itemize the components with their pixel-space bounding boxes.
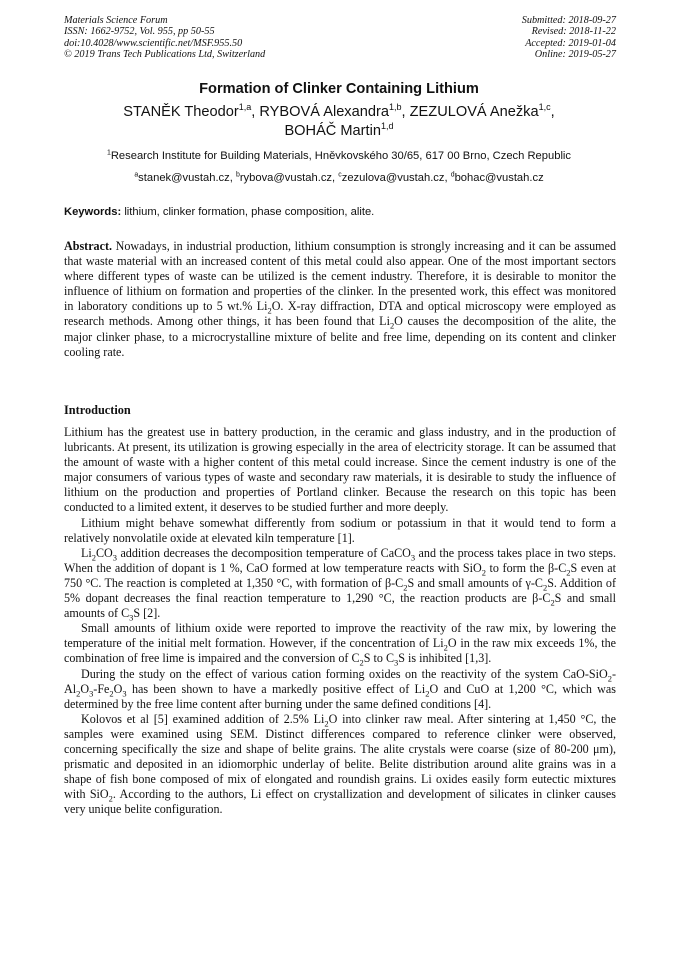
abstract-text: Nowadays, in industrial production, lithium consumption is strongly increasing and it can be assumed that waste material with an increased content of this metal could also appear. One of the most important sectors where different types of waste can be utilized is the cement industry. Therefore, it is desirable to monitor the influence of lithium on formation and properties of the clinker. In the presented work, this effect was monitored in laboratory conditions up to 5 wt.% $Li_2O$. X-ray diffraction, DTA and optical microscopy were employed as research methods. Among other things, it has been found that $Li_2O$ causes the decomposition of the alite, the major clinker phase, to a microcrystalline mixture of belite and free lime, depending on its content and clinker cooling rate. — [64, 239, 616, 359]
email: $^a$stanek@vustah.cz, — [134, 171, 236, 184]
journal-name: Materials Science Forum — [64, 15, 168, 26]
paper-title: Formation of Clinker Containing Lithium — [199, 81, 479, 97]
author: RYBOVÁ Alexandra$^{1,b}$, — [259, 102, 410, 120]
paragraph: Kolovos et al [5] examined addition of 2.5% $Li_2O$ into clinker raw meal. After sintering at 1,450 °C, the samples were examined using SEM. Distinct differences compared to reference clinker were observed, concerning specifically the size and shape of belite grains. The alite crystals were coarse (size of 80-200 μm), prismatic and deposited in an idiomorphic underlay of belite. Belite distribution around alite grains was in a shape of fish bone composed of mix of elongated and roundish grains. Li oxides easily form eutectic mixtures with SiO$_2$. According to the authors, Li effect on crystallization and development of silicates in clinker causes very unique belite configuration. — [64, 711, 616, 817]
accepted-date: Accepted: 2019-01-04 — [525, 37, 616, 49]
revised-date: Revised: 2018-11-22 — [531, 26, 616, 38]
author: ZEZULOVÁ Anežka$^{1,c}$, — [409, 102, 555, 120]
section-heading-introduction: Introduction — [64, 403, 131, 417]
paragraph: Small amounts of lithium oxide were reported to improve the reactivity of the raw mix, by lowering the temperature of the initial melt formation. However, if the concentration of $Li_2O$ in the raw mix exceeds 1%, the combination of free lime is impaired and the conversion of $C_2S$ to $C_3S$ is inhibited [1,3]. — [64, 621, 617, 668]
doi: doi:10.4028/www.scientific.net/MSF.955.50 — [64, 37, 243, 49]
email: $^d$bohac@vustah.cz — [450, 171, 544, 184]
abstract — [64, 239, 616, 360]
paragraph: Lithium might behave somewhat differently from sodium or potassium in that it would tend to form a relatively nonvolatile oxide at elevated kiln temperature [1]. — [64, 515, 616, 545]
author-list — [40, 103, 638, 141]
introduction-body — [64, 425, 616, 817]
header-right — [522, 15, 616, 60]
keywords — [64, 206, 616, 218]
paragraph: $Li_2CO_3$ addition decreases the decomposition temperature of CaCO$_3$ and the process takes place in two steps. When the addition of dopant is 1 %, CaO formed at low temperature reacts with SiO$_2$ to form the $\beta-C_2S$ even at 750 °C. The reaction is completed at 1,350 °C, with formation of $\beta-C_2S$ and small amounts of $\gamma-C_2S$. Addition of 5% dopant decreases the final reaction temperature to 1,290 °C, the reaction products are $\beta-C_2S$ and small amounts of $C_3S$ [2]. — [64, 545, 617, 623]
email: $^b$rybova@vustah.cz, — [235, 171, 339, 184]
abstract-label: Abstract. — [64, 239, 113, 253]
keywords-label: Keywords: — [64, 206, 122, 218]
copyright: © 2019 Trans Tech Publications Ltd, Switzerland — [64, 48, 266, 60]
email-list — [40, 172, 638, 184]
header-left — [64, 15, 265, 60]
paragraph: During the study on the effect of various cation forming oxides on the reactivity of the system CaO-$SiO_2-Al_2O_3-Fe_2O_3$ has been shown to have a markedly positive effect of $Li_2O$ and CuO at 1,200 °C, which was determined by the free lime content after burning under the same defined conditions [4]. — [64, 666, 616, 711]
issn: ISSN: 1662-9752, Vol. 955, pp 50-55 — [64, 26, 215, 38]
keywords-text: lithium, clinker formation, phase composition, alite. — [124, 206, 375, 218]
paragraph: Lithium has the greatest use in battery production, in the ceramic and glass industry, and in the production of lubricants. At present, its utilization is growing especially in the area of electricity storage. It can be assumed that the amount of waste with a higher content of this metal could increase. Since the cement industry is one of the major consumers of various types of waste and secondary raw materials, it is desirable to study the influence of lithium on the production and properties of Portland clinker. Because the research on this topic has been conducted to a limited extent, it deserves to be studied further and more deeply. — [64, 425, 616, 515]
author: BOHÁČ Martin$^{1,d}$ — [284, 121, 394, 139]
author: STANĚK Theodor$^{1,a}$, — [123, 102, 260, 120]
affiliation: $^1$Research Institute for Building Materials, Hněvkovského 30/65, 617 00 Brno, Czech Republic — [106, 149, 572, 162]
submitted-date: Submitted: 2018-09-27 — [521, 15, 616, 26]
online-date: Online: 2019-05-27 — [534, 48, 616, 60]
email: $^c$zezulova@vustah.cz, — [338, 171, 451, 184]
